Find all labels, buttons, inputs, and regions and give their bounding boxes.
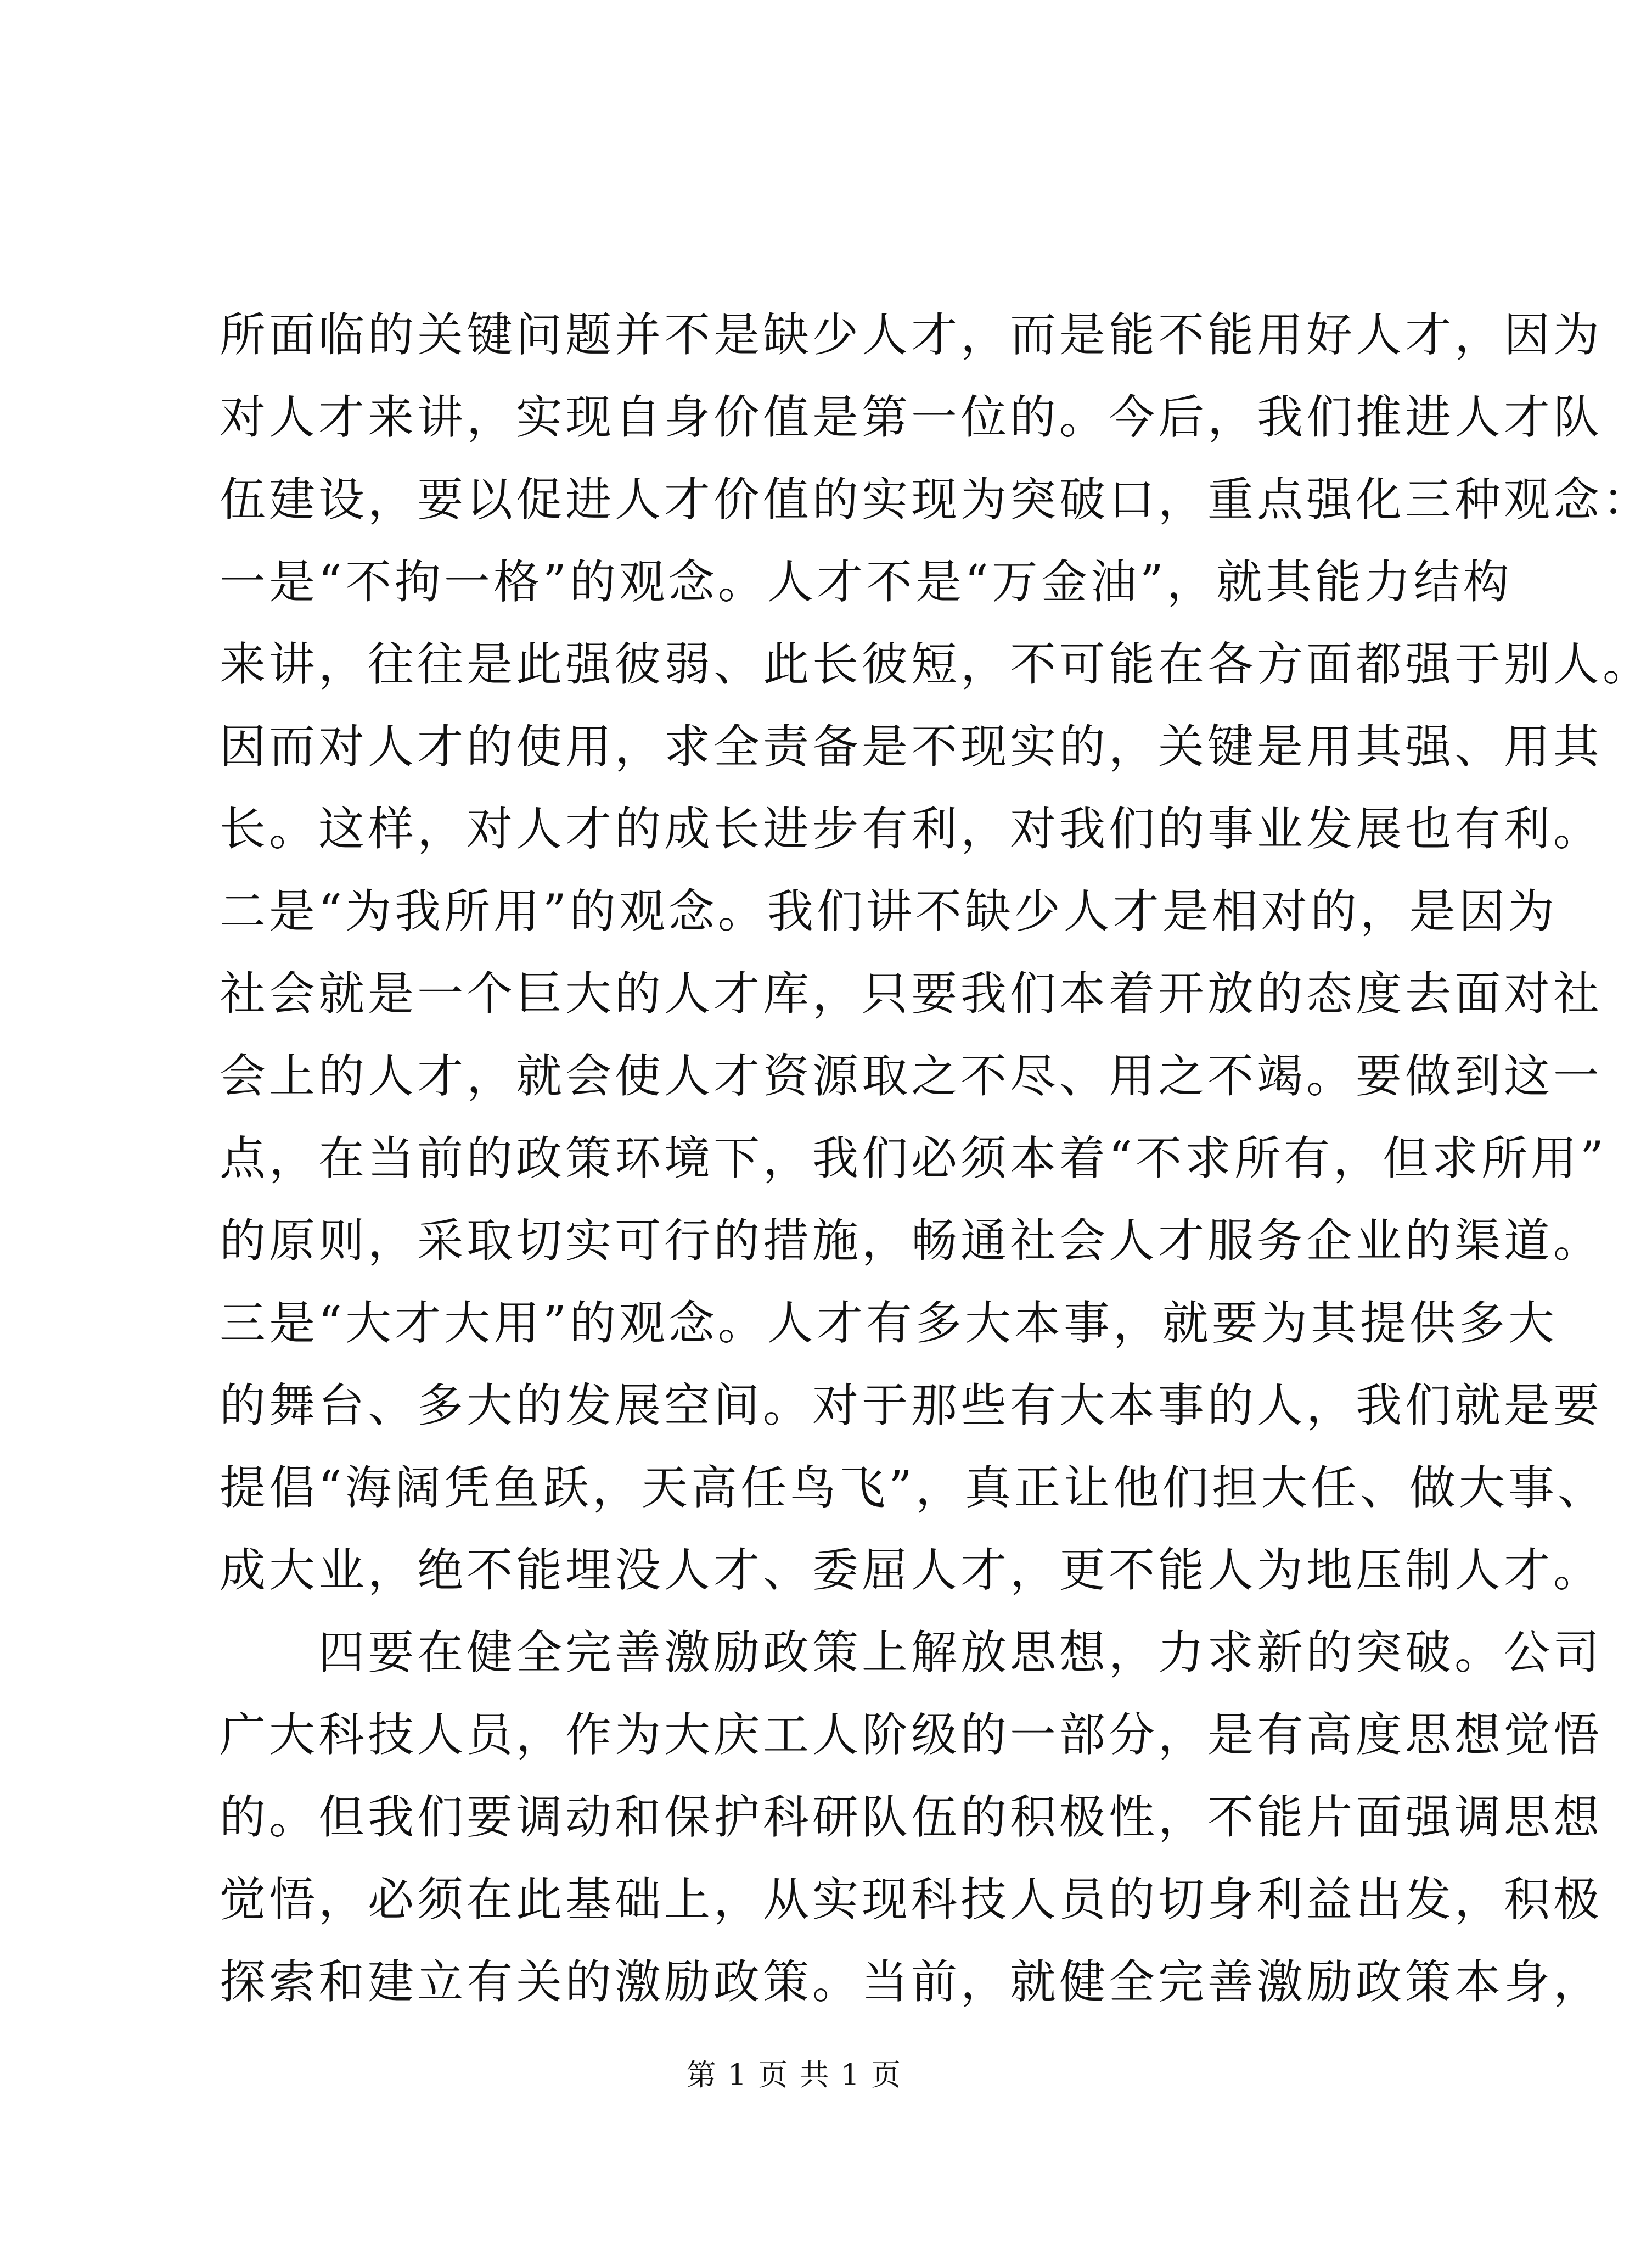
text-line: 的。但我们要调动和保护科研队伍的积极性，不能片面强调思想 [220, 1790, 1603, 1844]
text-line: 三是“大才大用”的观念。人才有多大本事，就要为其提供多大 [220, 1296, 1558, 1350]
text-line: 长。这样，对人才的成长进步有利，对我们的事业发展也有利。 [220, 802, 1603, 856]
text-line: 会上的人才，就会使人才资源取之不尽、用之不竭。要做到这一 [220, 1049, 1603, 1103]
text-line: 社会就是一个巨大的人才库，只要我们本着开放的态度去面对社 [220, 967, 1603, 1021]
text-line: 伍建设，要以促进人才价值的实现为突破口，重点强化三种观念： [220, 473, 1652, 526]
text-line: 来讲，往往是此强彼弱、此长彼短，不可能在各方面都强于别人。 [220, 637, 1652, 691]
document-body [220, 294, 1652, 2023]
text-line: 的原则，采取切实可行的措施，畅通社会人才服务企业的渠道。 [220, 1214, 1603, 1268]
text-line: 提倡“海阔凭鱼跃，天高任鸟飞”，真正让他们担大任、做大事、 [220, 1461, 1607, 1515]
page-number: 第 1 页 共 1 页 [686, 2058, 902, 2092]
text-line: 所面临的关键问题并不是缺少人才，而是能不能用好人才，因为 [220, 308, 1603, 362]
text-line: 广大科技人员，作为大庆工人阶级的一部分，是有高度思想觉悟 [220, 1708, 1603, 1762]
text-line: 的舞台、多大的发展空间。对于那些有大本事的人，我们就是要 [220, 1379, 1603, 1432]
text-line: 对人才来讲，实现自身价值是第一位的。今后，我们推进人才队 [220, 390, 1603, 444]
text-line: 探索和建立有关的激励政策。当前，就健全完善激励政策本身， [220, 1955, 1603, 2009]
text-line: 觉悟，必须在此基础上，从实现科技人员的切身利益出发，积极 [220, 1873, 1603, 1926]
text-line: 点，在当前的政策环境下，我们必须本着“不求所有，但求所用” [220, 1131, 1607, 1185]
text-line: 因而对人才的使用，求全责备是不现实的，关键是用其强、用其 [220, 720, 1603, 774]
paragraph-first-line: 四要在健全完善激励政策上解放思想，力求新的突破。公司 [318, 1626, 1603, 1679]
text-line: 二是“为我所用”的观念。我们讲不缺少人才是相对的，是因为 [220, 884, 1558, 938]
text-line: 成大业，绝不能埋没人才、委屈人才，更不能人为地压制人才。 [220, 1543, 1603, 1597]
text-line: 一是“不拘一格”的观念。人才不是“万金油”，就其能力结构 [220, 555, 1513, 609]
